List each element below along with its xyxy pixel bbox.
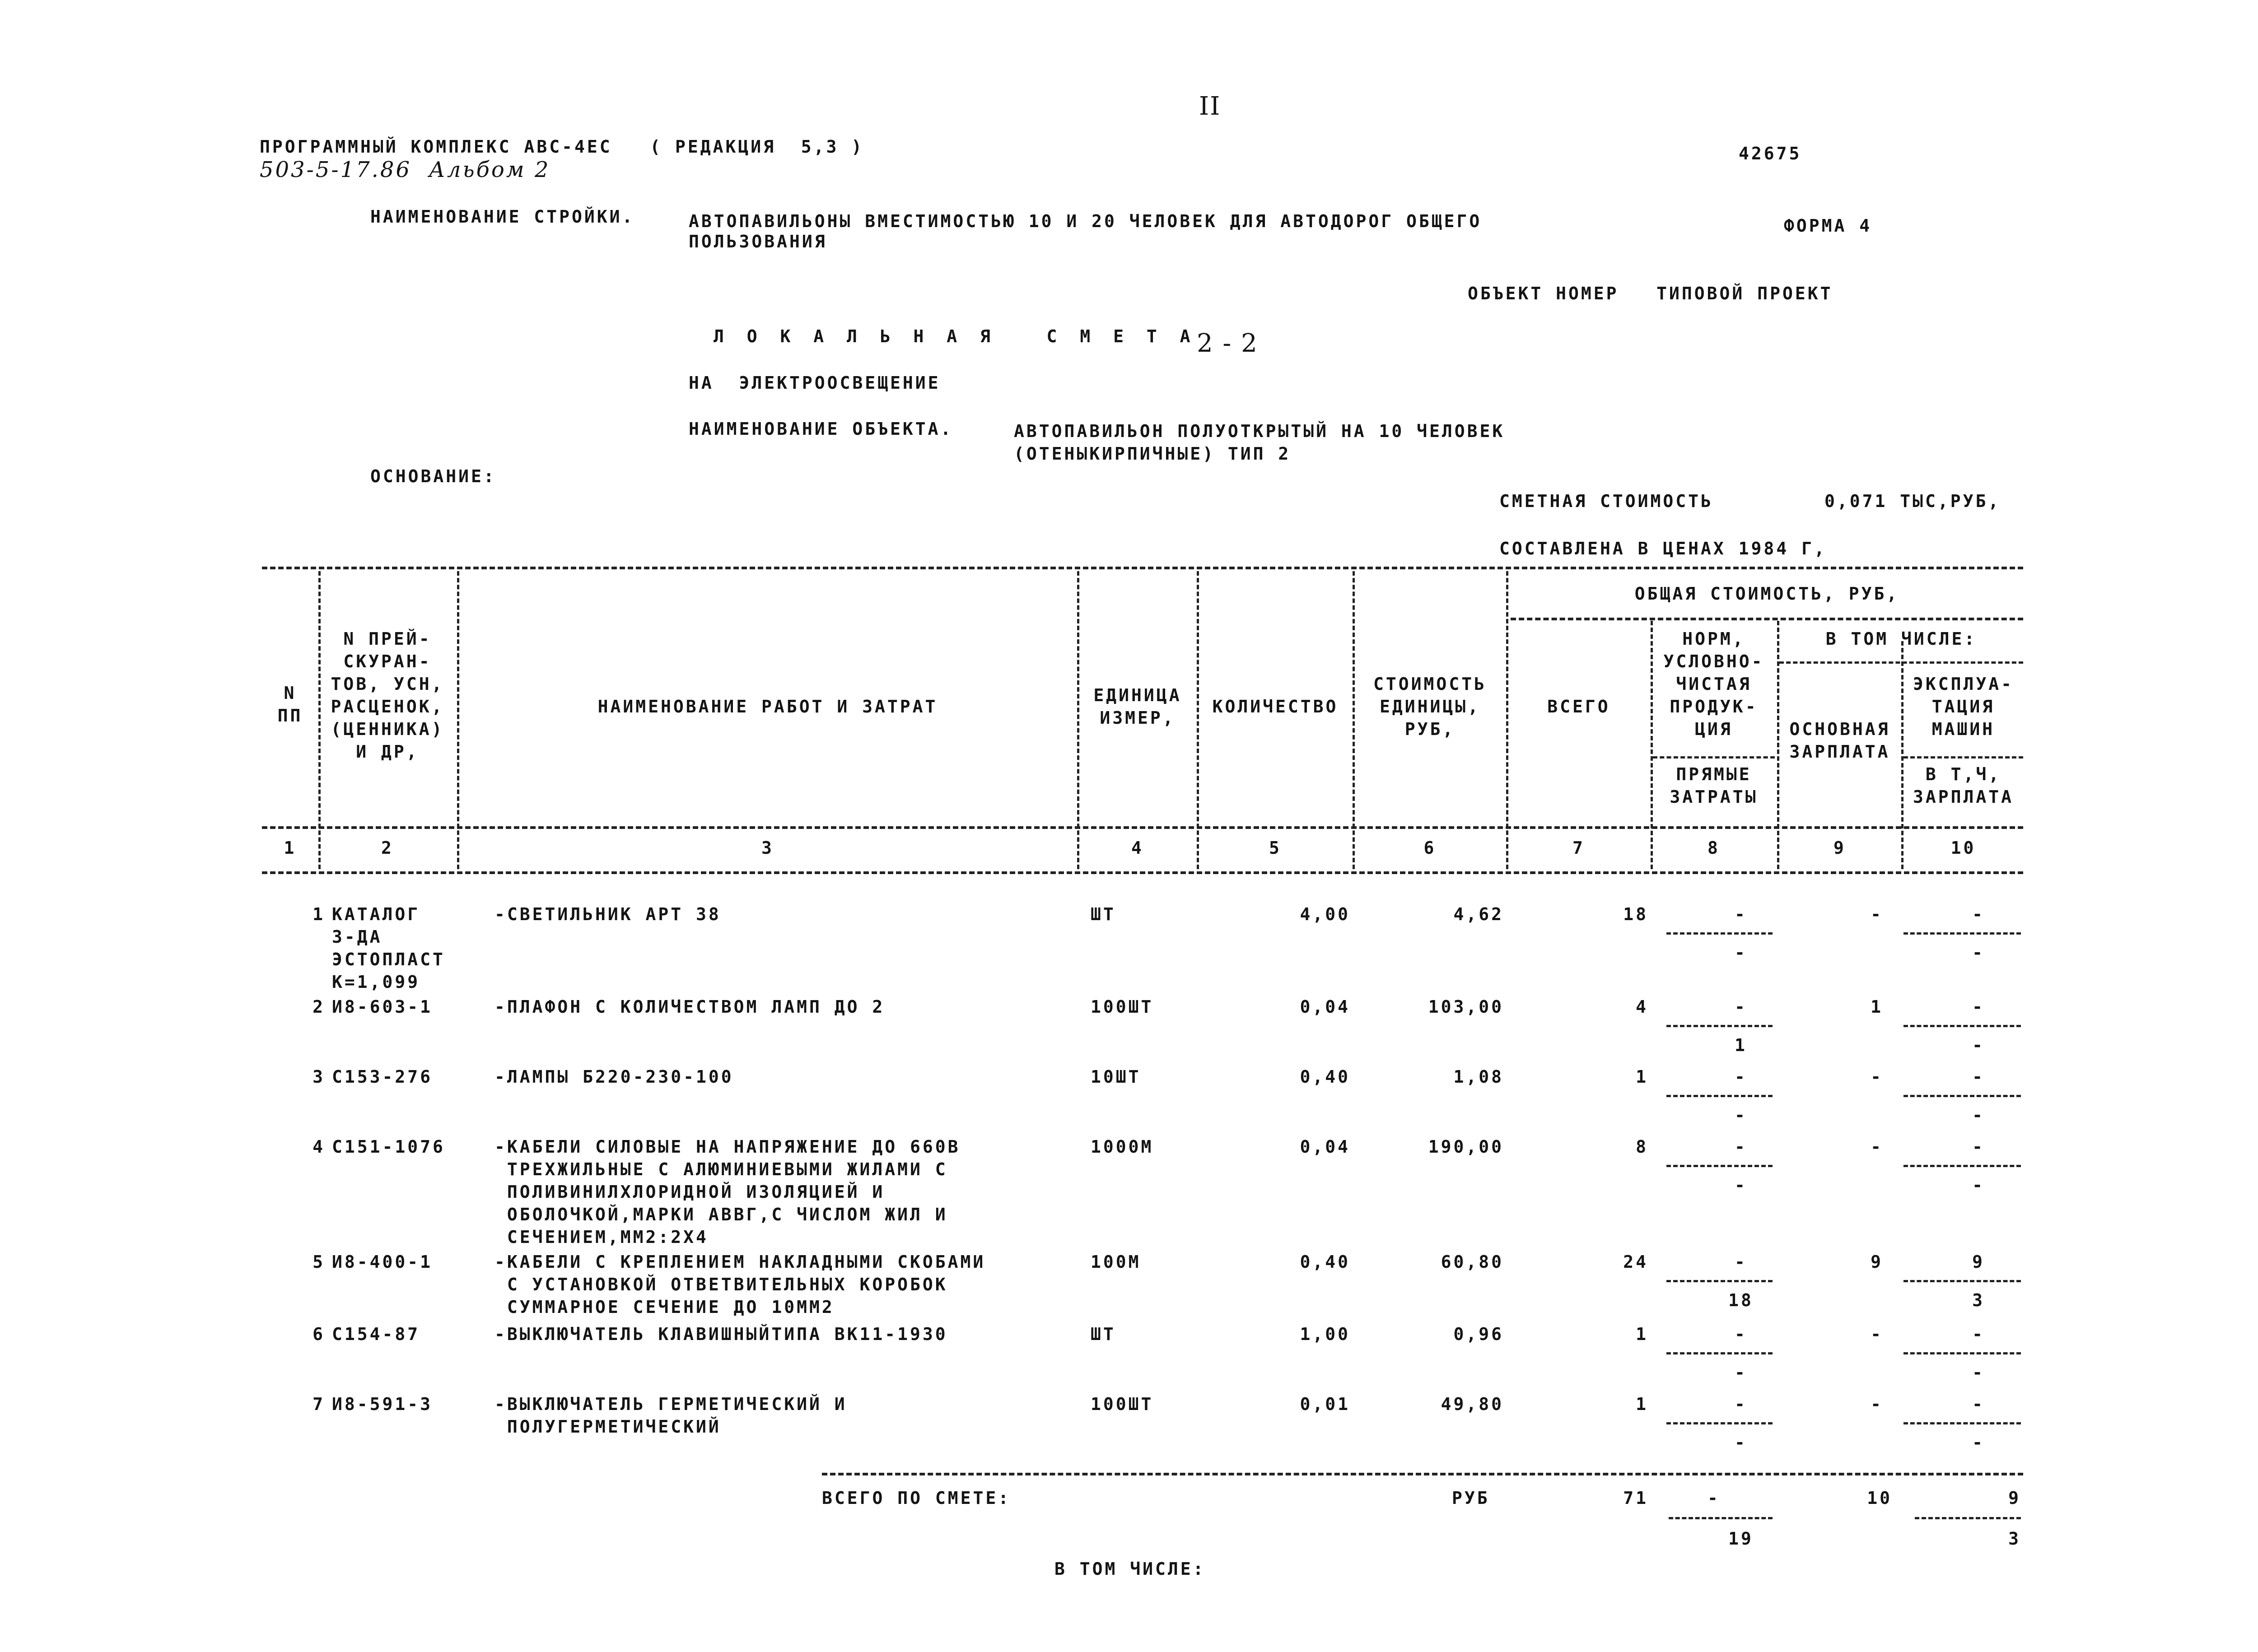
row-c8-rule	[1666, 1352, 1773, 1354]
col-number: 9	[1833, 838, 1846, 858]
totals-top-rule	[822, 1473, 2023, 1475]
row-unit: 100ШТ	[1091, 1394, 1154, 1414]
program-line: ПРОГРАММНЫЙ КОМПЛЕКС АВС-4ЕС ( РЕДАКЦИЯ 5,3 )	[260, 137, 864, 157]
construction-name-line1: АВТОПАВИЛЬОНЫ ВМЕСТИМОСТЬЮ 10 И 20 ЧЕЛОВЕК ДЛЯ АВТОДОРОГ ОБЩЕГО	[689, 211, 1482, 231]
row-c8-bottom: 1	[1735, 1035, 1747, 1055]
col-number: 3	[761, 838, 774, 858]
row-qty: 0,40	[1300, 1252, 1350, 1272]
header-total-group: ОБЩАЯ СТОИМОСТЬ, РУБ,	[1634, 584, 1899, 604]
row-name: -ЛАМПЫ Б220-230-100	[495, 1067, 734, 1087]
row-code: И8-591-3	[332, 1394, 433, 1414]
row-name: -ВЫКЛЮЧАТЕЛЬ КЛАВИШНЫЙТИПА ВК11-1930	[495, 1324, 948, 1344]
row-c10-rule	[1903, 1280, 2021, 1282]
row-qty: 0,04	[1300, 997, 1350, 1017]
row-c8-bottom: -	[1735, 1175, 1747, 1195]
row-code: С154-87	[332, 1324, 420, 1344]
row-c10-bottom: -	[1972, 1433, 1985, 1452]
row-price: 190,00	[1428, 1137, 1504, 1157]
header-col5: КОЛИЧЕСТВО	[1212, 697, 1339, 717]
header-col10-bottom: В Т,Ч, ЗАРПЛАТА	[1913, 764, 2014, 807]
row-code: С153-276	[332, 1067, 433, 1087]
row-qty: 0,40	[1300, 1067, 1350, 1087]
row-c10-top: -	[1972, 1394, 1985, 1414]
header-incl-label: В ТОМ ЧИСЛЕ:	[1825, 629, 1977, 649]
header-vline	[1506, 571, 1508, 869]
row-c8-rule	[1666, 932, 1773, 935]
row-c8-rule	[1666, 1025, 1773, 1027]
row-c10-rule	[1903, 932, 2021, 935]
row-c10-top: 9	[1972, 1252, 1985, 1272]
row-c8-top: -	[1735, 997, 1747, 1017]
row-total: 18	[1623, 904, 1648, 924]
row-c9: 9	[1871, 1252, 1883, 1272]
row-price: 4,62	[1453, 904, 1504, 924]
row-c10-rule	[1903, 1095, 2021, 1097]
row-code: И8-400-1	[332, 1252, 433, 1272]
col-number: 5	[1269, 838, 1282, 858]
row-number: 2	[313, 997, 325, 1017]
row-c10-rule	[1903, 1352, 2021, 1354]
row-price: 1,08	[1453, 1067, 1504, 1087]
row-c10-top: -	[1972, 1067, 1985, 1087]
totals-c10-bottom: 3	[2008, 1529, 2021, 1549]
row-c10-bottom: -	[1972, 943, 1985, 963]
row-unit: ШТ	[1091, 1324, 1116, 1344]
row-code: И8-603-1	[332, 997, 433, 1017]
including-label: В ТОМ ЧИСЛЕ:	[1054, 1559, 1206, 1579]
row-name: -КАБЕЛИ С КРЕПЛЕНИЕМ НАКЛАДНЫМИ СКОБАМИ С УСТАНОВКОЙ ОТВЕТВИТЕЛЬНЫХ КОРОБОК СУММАРНОЕ СЕЧЕНИЕ ДО 10ММ2	[495, 1252, 986, 1317]
header-col1: N ПП	[277, 683, 303, 726]
cost-label: СМЕТНАЯ СТОИМОСТЬ	[1499, 491, 1713, 511]
row-unit: 100М	[1091, 1252, 1141, 1272]
totals-c8-bottom: 19	[1728, 1529, 1754, 1549]
construction-label: НАИМЕНОВАНИЕ СТРОЙКИ.	[370, 207, 635, 227]
row-qty: 0,04	[1300, 1137, 1350, 1157]
row-c9: 1	[1871, 997, 1883, 1017]
col-number: 7	[1572, 838, 1585, 858]
row-code: КАТАЛОГ 3-ДА ЭСТОПЛАСТ К=1,099	[332, 904, 445, 992]
row-price: 60,80	[1441, 1252, 1504, 1272]
header-col6: СТОИМОСТЬ ЕДИНИЦЫ, РУБ,	[1373, 674, 1487, 739]
header-col10-top: ЭКСПЛУА- ТАЦИЯ МАШИН	[1913, 674, 2014, 739]
col-number: 4	[1131, 838, 1144, 858]
header-vline	[457, 571, 459, 869]
row-code: С151-1076	[332, 1137, 445, 1157]
doc-code: 42675	[1739, 144, 1802, 163]
object-name-line1: АВТОПАВИЛЬОН ПОЛУОТКРЫТЫЙ НА 10 ЧЕЛОВЕК	[1014, 421, 1505, 441]
form-label: ФОРМА 4	[1784, 216, 1872, 236]
row-c8-top: -	[1735, 904, 1747, 924]
col-number: 10	[1950, 838, 1976, 858]
object-label: НАИМЕНОВАНИЕ ОБЪЕКТА.	[689, 419, 953, 439]
row-c8-rule	[1666, 1095, 1773, 1097]
row-c10-top: -	[1972, 1137, 1985, 1157]
row-price: 49,80	[1441, 1394, 1504, 1414]
header-col3: НАИМЕНОВАНИЕ РАБОТ И ЗАТРАТ	[597, 697, 938, 717]
row-c10-bottom: -	[1972, 1363, 1985, 1382]
col-number: 1	[284, 838, 297, 858]
row-c9: -	[1871, 1394, 1883, 1414]
row-c8-rule	[1666, 1280, 1773, 1282]
row-price: 103,00	[1428, 997, 1504, 1017]
totals-c10-top: 9	[2008, 1488, 2021, 1508]
row-c10-bottom: -	[1972, 1105, 1985, 1125]
row-c8-bottom: 18	[1728, 1290, 1754, 1310]
basis-label: ОСНОВАНИЕ:	[370, 466, 496, 486]
row-number: 1	[313, 904, 325, 924]
row-c8-top: -	[1735, 1324, 1747, 1344]
row-c10-bottom: 3	[1972, 1290, 1985, 1310]
object-number-label: ОБЪЕКТ НОМЕР ТИПОВОЙ ПРОЕКТ	[1468, 284, 1833, 303]
row-c10-top: -	[1972, 904, 1985, 924]
row-qty: 4,00	[1300, 904, 1350, 924]
totals-total: 71	[1623, 1488, 1648, 1508]
col-number: 6	[1423, 838, 1437, 858]
row-name: -СВЕТИЛЬНИК АРТ 38	[495, 904, 721, 924]
row-c10-rule	[1903, 1422, 2021, 1424]
row-total: 1	[1636, 1067, 1648, 1087]
header-col2: N ПРЕЙ- СКУРАН- ТОВ, УСН, РАСЦЕНОК, (ЦЕННИКА) И ДР,	[331, 629, 444, 762]
row-number: 4	[313, 1137, 325, 1157]
row-total: 4	[1636, 997, 1648, 1017]
row-c8-top: -	[1735, 1137, 1747, 1157]
row-c8-bottom: -	[1735, 1363, 1747, 1382]
row-c8-rule	[1666, 1165, 1773, 1167]
row-number: 5	[313, 1252, 325, 1272]
object-name-line2: (ОТЕНЫКИРПИЧНЫЕ) ТИП 2	[1014, 444, 1291, 464]
row-number: 7	[313, 1394, 325, 1414]
row-c8-bottom: -	[1735, 943, 1747, 963]
row-c9: -	[1871, 1324, 1883, 1344]
row-c10-top: -	[1972, 997, 1985, 1017]
row-qty: 0,01	[1300, 1394, 1350, 1414]
row-unit: 10ШТ	[1091, 1067, 1141, 1087]
row-total: 24	[1623, 1252, 1648, 1272]
totals-label: ВСЕГО ПО СМЕТЕ:	[822, 1488, 1011, 1508]
row-unit: ШТ	[1091, 904, 1116, 924]
header-vline	[1197, 571, 1199, 869]
row-c10-bottom: -	[1972, 1035, 1985, 1055]
col10-split-rule	[1903, 756, 2023, 759]
row-c10-rule	[1903, 1025, 2021, 1027]
row-total: 1	[1636, 1324, 1648, 1344]
header-col7: ВСЕГО	[1547, 697, 1610, 717]
row-name: -КАБЕЛИ СИЛОВЫЕ НА НАПРЯЖЕНИЕ ДО 660В ТРЕХЖИЛЬНЫЕ С АЛЮМИНИЕВЫМИ ЖИЛАМИ С ПОЛИВИНИЛХЛОРИДНОЙ ИЗОЛЯЦИЕЙ И ОБОЛОЧКОЙ,МАРКИ АВВГ,С ЧИСЛОМ ЖИЛ И СЕЧЕНИЕМ,ММ2:2Х4	[495, 1137, 961, 1247]
header-col4: ЕДИНИЦА ИЗМЕР,	[1093, 685, 1182, 728]
header-col8-top: НОРМ, УСЛОВНО- ЧИСТАЯ ПРОДУК- ЦИЯ	[1663, 629, 1764, 739]
row-c8-bottom: -	[1735, 1433, 1747, 1452]
row-c9: -	[1871, 904, 1883, 924]
total-group-rule	[1511, 618, 2023, 620]
row-c8-bottom: -	[1735, 1105, 1747, 1125]
col8-split-rule	[1653, 756, 1775, 759]
row-number: 6	[313, 1324, 325, 1344]
row-total: 8	[1636, 1137, 1648, 1157]
page-number: II	[1199, 92, 1221, 121]
row-c9: -	[1871, 1137, 1883, 1157]
row-c8-top: -	[1735, 1067, 1747, 1087]
row-c8-top: -	[1735, 1394, 1747, 1414]
construction-name-line2: ПОЛЬЗОВАНИЯ	[689, 232, 827, 251]
totals-c10-rule	[1915, 1517, 2021, 1519]
header-col9: ОСНОВНАЯ ЗАРПЛАТА	[1789, 719, 1890, 762]
totals-c8-rule	[1669, 1517, 1773, 1519]
header-bottom-rule	[262, 826, 2023, 829]
estimate-subject: НА ЭЛЕКТРООСВЕЩЕНИЕ	[689, 373, 941, 393]
row-price: 0,96	[1453, 1324, 1504, 1344]
row-c8-top: -	[1735, 1252, 1747, 1272]
row-name: -ПЛАФОН С КОЛИЧЕСТВОМ ЛАМП ДО 2	[495, 997, 885, 1017]
row-unit: 1000М	[1091, 1137, 1154, 1157]
incl-rule	[1779, 661, 2023, 664]
header-col8-bottom: ПРЯМЫЕ ЗАТРАТЫ	[1670, 764, 1758, 807]
totals-c8-top: -	[1707, 1488, 1720, 1508]
row-unit: 100ШТ	[1091, 997, 1154, 1017]
row-c10-bottom: -	[1972, 1175, 1985, 1195]
album-note: 503-5-17.86 Альбом 2	[260, 157, 551, 182]
row-c10-top: -	[1972, 1324, 1985, 1344]
row-qty: 1,00	[1300, 1324, 1350, 1344]
row-number: 3	[313, 1067, 325, 1087]
estimate-number: 2 - 2	[1197, 329, 1258, 358]
col-number: 2	[381, 838, 394, 858]
colnum-bottom-rule	[262, 871, 2023, 874]
col-number: 8	[1707, 838, 1720, 858]
table-top-rule	[262, 567, 2023, 569]
prices-label: СОСТАВЛЕНА В ЦЕНАХ 1984 Г,	[1499, 539, 1827, 558]
totals-unit: РУБ	[1452, 1488, 1490, 1508]
row-total: 1	[1636, 1394, 1648, 1414]
row-c10-rule	[1903, 1165, 2021, 1167]
row-c9: -	[1871, 1067, 1883, 1087]
row-name: -ВЫКЛЮЧАТЕЛЬ ГЕРМЕТИЧЕСКИЙ И ПОЛУГЕРМЕТИЧЕСКИЙ	[495, 1394, 847, 1437]
row-c8-rule	[1666, 1422, 1773, 1424]
estimate-title: Л О К А Л Ь Н А Я С М Е Т А	[714, 326, 1197, 346]
cost-value: 0,071 ТЫС,РУБ,	[1824, 491, 2001, 511]
totals-c9: 10	[1867, 1488, 1892, 1508]
